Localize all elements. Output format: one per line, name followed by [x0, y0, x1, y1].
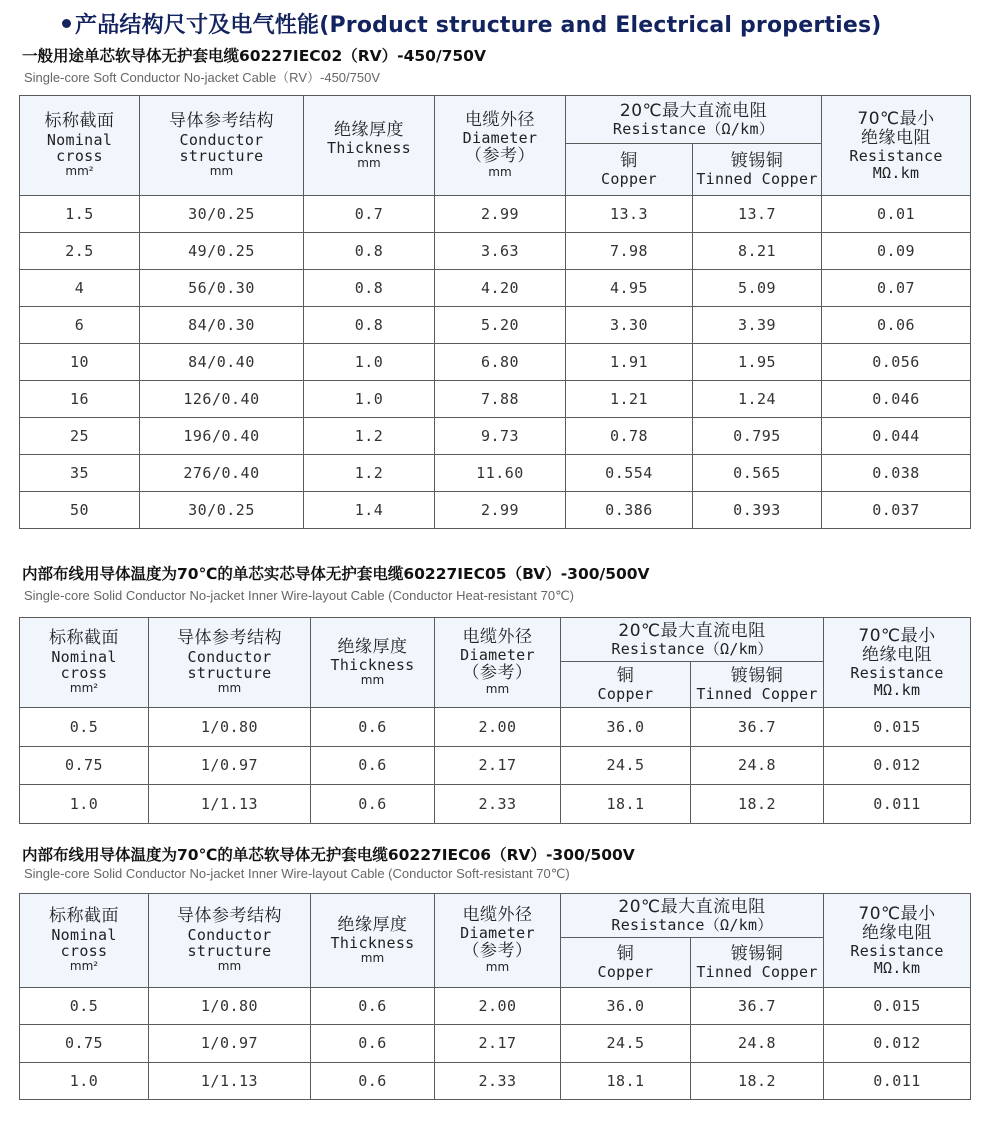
table-cell: 1/0.97 [149, 1025, 311, 1062]
table-row [20, 455, 971, 492]
header-copper: 铜 Copper [566, 144, 693, 196]
table-cell: 24.5 [561, 746, 691, 785]
table-body [20, 196, 971, 529]
header-tinned-copper: 镀锡铜 Tinned Copper [691, 662, 824, 708]
table-cell: 0.09 [822, 233, 971, 270]
table-cell: 16 [20, 381, 140, 418]
table-cell: 0.8 [304, 270, 435, 307]
table-cell: 0.565 [693, 455, 822, 492]
table-cell: 18.2 [691, 1062, 824, 1099]
table-cell: 11.60 [435, 455, 566, 492]
table-row [20, 988, 971, 1025]
table-row [20, 418, 971, 455]
header-tinned-copper: 镀锡铜 Tinned Copper [691, 938, 824, 988]
table-cell: 13.3 [566, 196, 693, 233]
table-cell: 6.80 [435, 344, 566, 381]
table-body [20, 708, 971, 824]
table-cell: 0.6 [311, 785, 435, 824]
table-cell: 36.7 [691, 988, 824, 1025]
spec-table [19, 95, 971, 529]
header-conductor-structure: 导体参考结构 Conductor structure mm [149, 618, 311, 708]
table-cell: 4.20 [435, 270, 566, 307]
header-thickness: 绝缘厚度 Thickness mm [311, 894, 435, 988]
table-cell: 18.1 [561, 785, 691, 824]
table-cell: 6 [20, 307, 140, 344]
table-cell: 24.8 [691, 1025, 824, 1062]
table-row [20, 1025, 971, 1062]
table-cell: 0.75 [20, 1025, 149, 1062]
header-insulation-resistance: 70℃最小 绝缘电阻 Resistance MΩ.km [822, 96, 971, 196]
spec-table [19, 893, 971, 1100]
header-diameter: 电缆外径 Diameter （参考） mm [435, 618, 561, 708]
table-cell: 1.21 [566, 381, 693, 418]
table-cell: 0.046 [822, 381, 971, 418]
page-title-text: 产品结构尺寸及电气性能(Product structure and Electrical properties) [75, 13, 882, 38]
table-cell: 0.012 [824, 1025, 971, 1062]
table-row [20, 381, 971, 418]
table-row [20, 708, 971, 747]
table-cell: 0.393 [693, 492, 822, 529]
table-row [20, 233, 971, 270]
section-title: 内部布线用导体温度为70℃的单芯软导体无护套电缆60227IEC06（RV）-300/500V [22, 846, 635, 864]
table-cell: 0.75 [20, 746, 149, 785]
table-cell: 3.39 [693, 307, 822, 344]
table-cell: 2.17 [435, 1025, 561, 1062]
table-cell: 0.015 [824, 708, 971, 747]
table-row [20, 307, 971, 344]
table-cell: 30/0.25 [140, 196, 304, 233]
table-cell: 5.09 [693, 270, 822, 307]
section-subtitle: Single-core Solid Conductor No-jacket Inner Wire-layout Cable (Conductor Soft-resistant 70℃) [24, 866, 570, 881]
table-cell: 0.78 [566, 418, 693, 455]
table-cell: 0.8 [304, 233, 435, 270]
table-cell: 4.95 [566, 270, 693, 307]
table-cell: 0.056 [822, 344, 971, 381]
table-cell: 1.4 [304, 492, 435, 529]
table-cell: 0.795 [693, 418, 822, 455]
table-cell: 2.99 [435, 492, 566, 529]
table-cell: 2.33 [435, 785, 561, 824]
header-resistance-20c: 20℃最大直流电阻 Resistance（Ω/km） [561, 618, 824, 662]
table-header [20, 894, 971, 988]
table-cell: 126/0.40 [140, 381, 304, 418]
table-body [20, 988, 971, 1100]
table-cell: 1/1.13 [149, 785, 311, 824]
header-insulation-resistance: 70℃最小 绝缘电阻 Resistance MΩ.km [824, 894, 971, 988]
header-nominal-cross: 标称截面 Nominal cross mm² [20, 96, 140, 196]
table-cell: 24.8 [691, 746, 824, 785]
table-cell: 36.7 [691, 708, 824, 747]
header-diameter: 电缆外径 Diameter （参考） mm [435, 894, 561, 988]
table-cell: 1.0 [20, 1062, 149, 1099]
table-row [20, 1062, 971, 1099]
table-row [20, 785, 971, 824]
table-cell: 196/0.40 [140, 418, 304, 455]
table-cell: 1/0.80 [149, 708, 311, 747]
table-header [20, 618, 971, 708]
table-cell: 1.2 [304, 418, 435, 455]
header-thickness: 绝缘厚度 Thickness mm [311, 618, 435, 708]
section-subtitle: Single-core Solid Conductor No-jacket Inner Wire-layout Cable (Conductor Heat-resistant 70℃) [24, 588, 575, 603]
section-title: 内部布线用导体温度为70℃的单芯实芯导体无护套电缆60227IEC05（BV）-300/500V [22, 565, 650, 583]
table-cell: 3.30 [566, 307, 693, 344]
table-cell: 13.7 [693, 196, 822, 233]
table-cell: 30/0.25 [140, 492, 304, 529]
table-cell: 1/1.13 [149, 1062, 311, 1099]
table-cell: 0.554 [566, 455, 693, 492]
table-cell: 0.6 [311, 708, 435, 747]
table-cell: 0.044 [822, 418, 971, 455]
table-cell: 5.20 [435, 307, 566, 344]
page-title [62, 8, 882, 39]
table-row [20, 746, 971, 785]
table-cell: 0.8 [304, 307, 435, 344]
table-cell: 0.011 [824, 785, 971, 824]
header-copper: 铜 Copper [561, 662, 691, 708]
header-insulation-resistance: 70℃最小 绝缘电阻 Resistance MΩ.km [824, 618, 971, 708]
table-cell: 2.5 [20, 233, 140, 270]
table-cell: 0.6 [311, 988, 435, 1025]
table-cell: 1.91 [566, 344, 693, 381]
table-cell: 84/0.40 [140, 344, 304, 381]
table-cell: 56/0.30 [140, 270, 304, 307]
table-cell: 0.6 [311, 1062, 435, 1099]
table-cell: 4 [20, 270, 140, 307]
table-row [20, 492, 971, 529]
header-resistance-20c: 20℃最大直流电阻 Resistance（Ω/km） [561, 894, 824, 938]
table-cell: 1.24 [693, 381, 822, 418]
table-cell: 7.88 [435, 381, 566, 418]
table-cell: 0.015 [824, 988, 971, 1025]
section-subtitle: Single-core Soft Conductor No-jacket Cable（RV）-450/750V [24, 70, 380, 85]
table-cell: 18.1 [561, 1062, 691, 1099]
header-conductor-structure: 导体参考结构 Conductor structure mm [149, 894, 311, 988]
table-cell: 1.5 [20, 196, 140, 233]
table-cell: 0.012 [824, 746, 971, 785]
header-nominal-cross: 标称截面 Nominal cross mm² [20, 618, 149, 708]
table-cell: 9.73 [435, 418, 566, 455]
table-cell: 1.95 [693, 344, 822, 381]
table-cell: 10 [20, 344, 140, 381]
table-cell: 84/0.30 [140, 307, 304, 344]
table-header [20, 96, 971, 196]
table-cell: 2.00 [435, 708, 561, 747]
header-conductor-structure: 导体参考结构 Conductor structure mm [140, 96, 304, 196]
spec-table [19, 617, 971, 824]
table-cell: 2.33 [435, 1062, 561, 1099]
table-cell: 0.7 [304, 196, 435, 233]
header-diameter: 电缆外径 Diameter （参考） mm [435, 96, 566, 196]
table-cell: 0.011 [824, 1062, 971, 1099]
table-cell: 276/0.40 [140, 455, 304, 492]
section-title: 一般用途单芯软导体无护套电缆60227IEC02（RV）-450/750V [22, 47, 486, 65]
table-cell: 1.0 [20, 785, 149, 824]
table-cell: 0.01 [822, 196, 971, 233]
table-cell: 8.21 [693, 233, 822, 270]
table-cell: 0.06 [822, 307, 971, 344]
header-copper: 铜 Copper [561, 938, 691, 988]
table-cell: 0.386 [566, 492, 693, 529]
table-cell: 2.99 [435, 196, 566, 233]
header-nominal-cross: 标称截面 Nominal cross mm² [20, 894, 149, 988]
table-cell: 50 [20, 492, 140, 529]
table-row [20, 344, 971, 381]
bullet-icon [62, 19, 71, 28]
table-cell: 7.98 [566, 233, 693, 270]
table-row [20, 196, 971, 233]
table-cell: 1/0.80 [149, 988, 311, 1025]
table-cell: 35 [20, 455, 140, 492]
table-cell: 49/0.25 [140, 233, 304, 270]
table-cell: 0.6 [311, 746, 435, 785]
table-cell: 0.6 [311, 1025, 435, 1062]
table-cell: 0.038 [822, 455, 971, 492]
table-cell: 36.0 [561, 988, 691, 1025]
table-cell: 25 [20, 418, 140, 455]
table-cell: 18.2 [691, 785, 824, 824]
table-cell: 2.17 [435, 746, 561, 785]
table-cell: 36.0 [561, 708, 691, 747]
header-tinned-copper: 镀锡铜 Tinned Copper [693, 144, 822, 196]
table-cell: 1/0.97 [149, 746, 311, 785]
table-row [20, 270, 971, 307]
header-resistance-20c: 20℃最大直流电阻 Resistance（Ω/km） [566, 96, 822, 144]
table-cell: 0.5 [20, 988, 149, 1025]
header-thickness: 绝缘厚度 Thickness mm [304, 96, 435, 196]
table-cell: 0.037 [822, 492, 971, 529]
table-cell: 0.07 [822, 270, 971, 307]
table-cell: 1.0 [304, 344, 435, 381]
table-cell: 1.2 [304, 455, 435, 492]
table-cell: 24.5 [561, 1025, 691, 1062]
table-cell: 0.5 [20, 708, 149, 747]
table-cell: 2.00 [435, 988, 561, 1025]
table-cell: 3.63 [435, 233, 566, 270]
table-cell: 1.0 [304, 381, 435, 418]
